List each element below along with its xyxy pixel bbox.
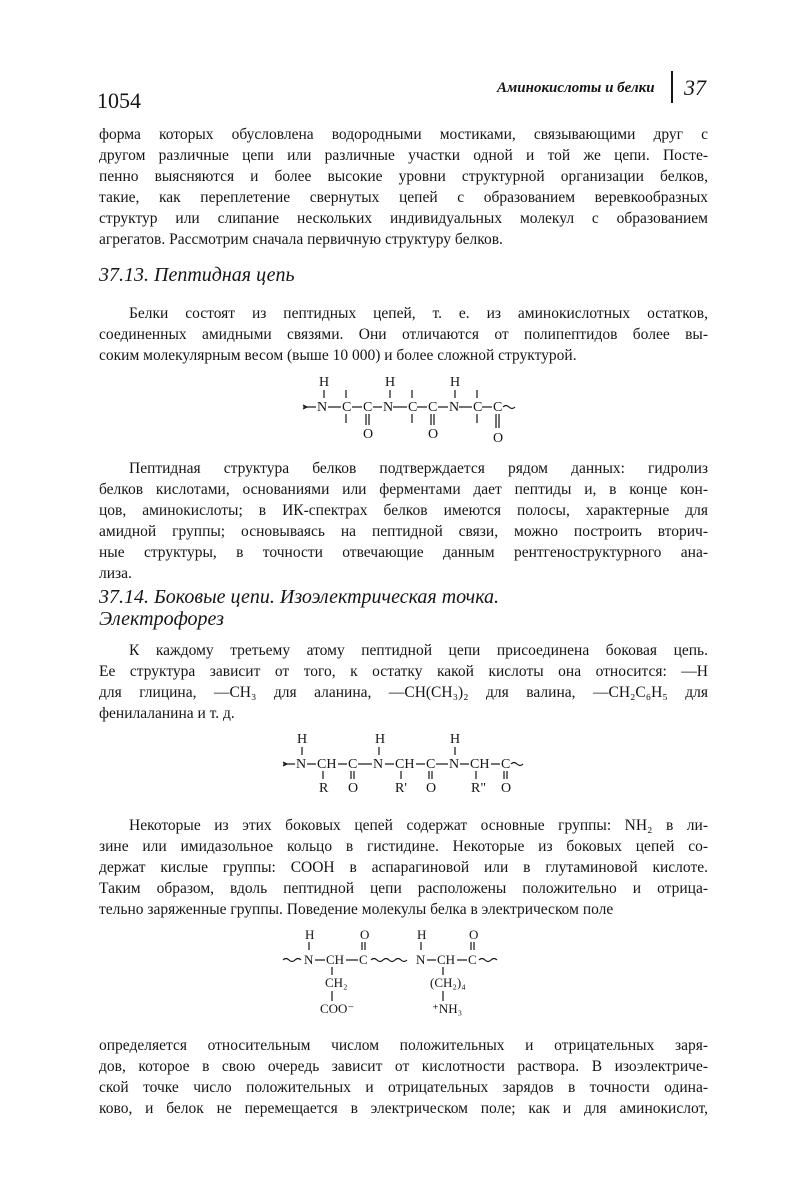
- text-line: дов, которое в свою очередь зависит от кислотности раствора. В изоэлектриче-: [99, 1058, 708, 1075]
- text-line: определяется относительным числом положительных и отрицательных заря-: [99, 1037, 708, 1054]
- heading-line: 37.14. Боковые цепи. Изоэлектрическая точка.: [99, 586, 500, 608]
- formula-atom: N: [304, 952, 314, 967]
- formula-atom: C: [426, 757, 436, 772]
- charged-groups-paragraph: [99, 815, 708, 920]
- formula-atom: (CH₂)₄: [430, 975, 466, 990]
- formula-atom: H: [305, 927, 315, 942]
- formula-atom: H: [375, 732, 386, 747]
- formula-atom: C: [342, 400, 352, 415]
- formula-atom: N: [373, 757, 384, 772]
- formula-atom: H: [319, 375, 330, 390]
- formula-atom: C: [493, 400, 503, 415]
- header-divider: [671, 71, 673, 103]
- formula-atom: CH₂: [325, 975, 348, 990]
- formula-atom: C: [348, 757, 358, 772]
- formula-atom: N: [317, 400, 328, 415]
- formula-atom: C: [501, 757, 511, 772]
- formula-atom: C: [359, 952, 368, 967]
- formula-atom: H: [385, 375, 396, 390]
- text-line: ные структуры, в точности отвечающие данным рентгеноструктурного ана-: [99, 544, 708, 561]
- formula-atom: O: [360, 927, 370, 942]
- page-number: 1054: [97, 88, 141, 113]
- formula-atom: ⁺NH₃: [432, 1001, 463, 1016]
- text-line: Некоторые из этих боковых цепей содержат основные группы: NH₂ в ли-: [129, 817, 708, 834]
- text-line: лиза.: [99, 565, 132, 582]
- text-line: белков кислотами, основаниями или ферментами дает пептиды и, в конце кон-: [99, 481, 708, 498]
- formula-atom: O: [363, 427, 374, 442]
- text-line: ково, и белок не перемещается в электрическом поле; как и для аминокислот,: [99, 1100, 708, 1117]
- text-line: держат кислые группы: COOH в аспарагиновой или в глутаминовой кислоте.: [99, 859, 708, 876]
- formula-atom: H: [417, 927, 427, 942]
- isoelectric-paragraph: [99, 1035, 708, 1119]
- text-line: для глицина, —CH₃ для аланина, —CH(CH₃)₂ для валина, —CH₂C₆H₅ для: [99, 684, 708, 701]
- formula-atom: O: [493, 431, 504, 446]
- section-heading-37-13: 37.13. Пептидная цепь: [99, 264, 295, 286]
- side-chains-paragraph: [99, 640, 708, 724]
- intro-paragraph: [99, 124, 708, 250]
- text-line: зине или имидазольное кольцо в гистидине. Некоторые из боковых цепей со-: [99, 838, 708, 855]
- formula-atom: O: [426, 781, 437, 796]
- text-line: форма которых обусловлена водородными мостиками, связывающими друг с: [99, 126, 708, 143]
- formula-atom: H: [450, 375, 461, 390]
- formula-atom: COO⁻: [320, 1001, 355, 1016]
- formula-atom: R: [319, 781, 329, 796]
- running-title: Аминокислоты и белки: [497, 80, 655, 96]
- text-line: соединенных амидными связями. Они отличаются от полипептидов более вы-: [99, 326, 708, 343]
- formula-atom: N: [449, 400, 460, 415]
- formula-atom: N: [296, 757, 307, 772]
- peptide-chain-paragraph: [99, 303, 708, 366]
- formula-atom: N: [416, 952, 426, 967]
- text-line: ской точке число положительных и отрицательных зарядов в точности одина-: [99, 1079, 708, 1096]
- peptide-chain-formula: [300, 370, 530, 450]
- text-line: амидной группы; основываясь на пептидной связи, можно построить вторич-: [99, 523, 708, 540]
- formula-atom: O: [501, 781, 512, 796]
- formula-atom: R': [395, 781, 407, 796]
- formula-atom: C: [428, 400, 438, 415]
- text-line: тельно заряженные группы. Поведение молекулы белка в электрическом поле: [99, 901, 614, 918]
- formula-atom: CH: [317, 757, 337, 772]
- formula-atom: N: [449, 757, 460, 772]
- formula-atom: C: [468, 952, 477, 967]
- section-heading-37-14: [99, 586, 499, 630]
- formula-atom: O: [428, 427, 439, 442]
- formula-atom: C: [408, 400, 418, 415]
- text-line: такие, как переплетение свернутых цепей с образованием веревкообразных: [99, 189, 708, 206]
- text-line: Пептидная структура белков подтверждается рядом данных: гидролиз: [129, 460, 708, 477]
- formula-atom: CH: [437, 952, 456, 967]
- text-line: соким молекулярным весом (выше 10 000) и более сложной структурой.: [99, 347, 577, 364]
- text-line: Таким образом, вдоль пептидной цепи расположены положительно и отрица-: [99, 880, 708, 897]
- formula-atom: H: [450, 732, 461, 747]
- text-line: Белки состоят из пептидных цепей, т. е. из аминокислотных остатков,: [129, 305, 708, 322]
- formula-atom: N: [383, 400, 394, 415]
- formula-atom: H: [297, 732, 308, 747]
- heading-line: Электрофорез: [99, 608, 224, 630]
- text-line: пенно выясняются и более высокие уровни структурной организации белков,: [99, 168, 708, 185]
- text-line: К каждому третьему атому пептидной цепи присоединена боковая цепь.: [129, 642, 708, 659]
- text-line: Ее структура зависит от того, к остатку какой кислоты она относится: —H: [99, 663, 708, 680]
- side-chain-formula: [280, 728, 530, 798]
- formula-atom: O: [348, 781, 359, 796]
- formula-atom: R": [471, 781, 487, 796]
- chapter-number: 37: [684, 75, 706, 100]
- formula-atom: C: [473, 400, 483, 415]
- text-line: агрегатов. Рассмотрим сначала первичную структуру белков.: [99, 231, 503, 248]
- text-line: фенилаланина и т. д.: [99, 705, 235, 722]
- peptide-evidence-paragraph: [99, 458, 708, 584]
- text-line: цов, аминокислоты; в ИК-спектрах белков имеются полосы, характерные для: [99, 502, 708, 519]
- charged-side-chain-formula: [280, 925, 520, 1025]
- formula-atom: CH: [395, 757, 415, 772]
- formula-atom: C: [363, 400, 373, 415]
- text-line: другом различные цепи или различные участки одной и той же цепи. Посте-: [99, 147, 708, 164]
- text-line: структур или слипание нескольких индивидуальных молекул с образованием: [99, 210, 708, 227]
- formula-atom: CH: [470, 757, 490, 772]
- formula-atom: CH: [326, 952, 345, 967]
- formula-atom: O: [469, 927, 479, 942]
